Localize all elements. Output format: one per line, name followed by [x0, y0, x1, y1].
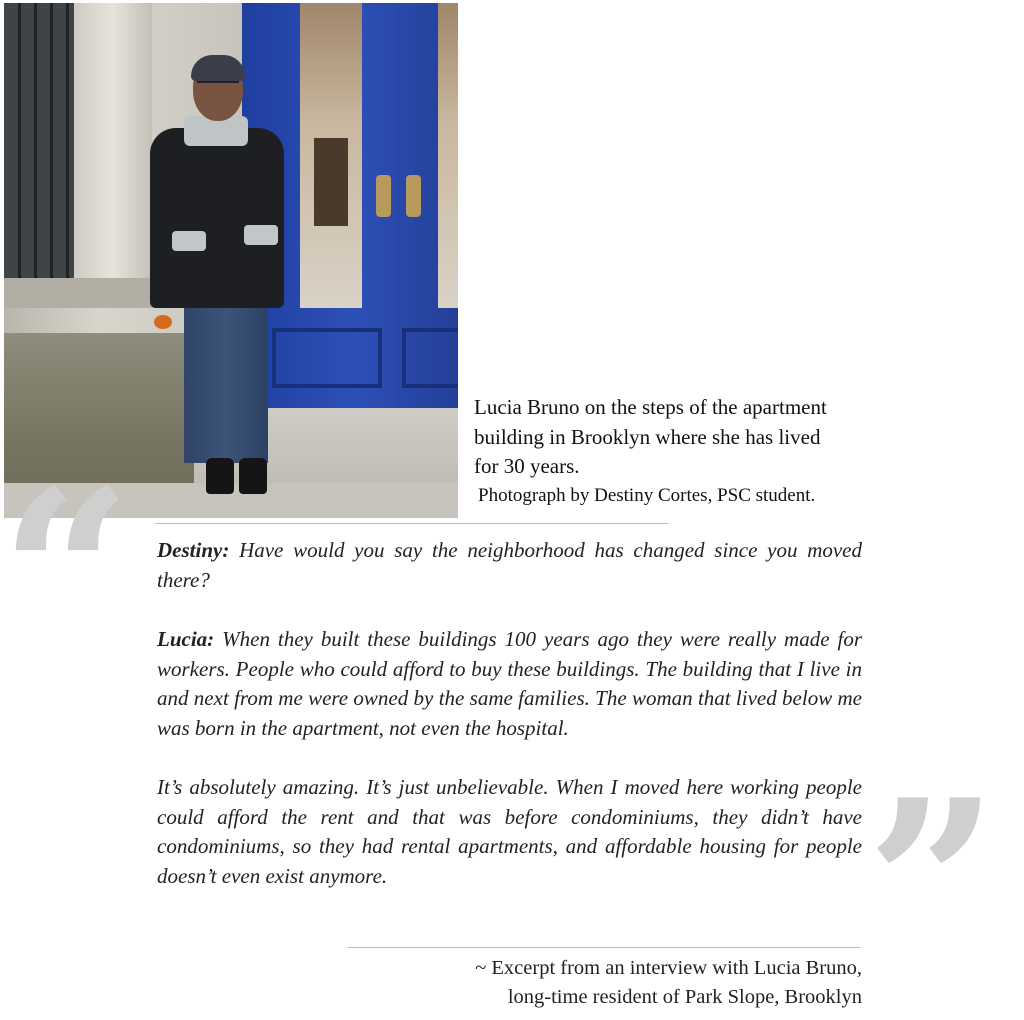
photo-credit: Photograph by Destiny Cortes, PSC student. [478, 485, 816, 506]
open-quote-mark: “ [0, 440, 133, 710]
caption-line: for 30 years. [474, 454, 580, 478]
door-handle [406, 175, 421, 217]
answer-paragraph-2: It’s absolutely amazing. It’s just unbelievable. When I moved here working people could afford the rent and that was before condominiums, they didn’t have condominiums, so they had rental apartments, and affordable housing for people doesn’t even exist anymore. [157, 775, 862, 888]
question-text: Have would you say the neighborhood has changed since you moved there? [157, 538, 863, 592]
barred-window [4, 3, 74, 278]
door-panel [402, 328, 458, 388]
attribution-line: long-time resident of Park Slope, Brooklyn [507, 986, 862, 1008]
caption-line: Lucia Bruno on the steps of the apartment [474, 395, 827, 419]
stone-pillar [74, 3, 152, 303]
door-glass-right [438, 3, 458, 308]
speaker-label: Destiny: [157, 538, 230, 562]
door-handle [376, 175, 391, 217]
attribution [475, 954, 862, 1012]
answer-text: When they built these buildings 100 years ago they were really made for workers. People who could afford to buy these buildings. The building that I live in and next from me were owned by the same families. The woman that lived below me was born in the apartment, not even the hospital. [157, 627, 862, 740]
divider-bottom [348, 947, 860, 948]
speaker-label: Lucia: [157, 627, 215, 651]
divider-top [155, 523, 668, 524]
close-quote-mark: ” [866, 750, 999, 1020]
caption-line: building in Brooklyn where she has lived [474, 424, 821, 449]
question-paragraph [157, 536, 862, 595]
small-pumpkin [154, 315, 172, 329]
answer-paragraph [157, 625, 862, 743]
door-panel [272, 328, 382, 388]
photo-caption [474, 393, 924, 482]
interview-excerpt [157, 536, 862, 891]
attribution-line: ~ Excerpt from an interview with Lucia Bruno, [475, 957, 862, 979]
mail-slot [314, 138, 348, 226]
